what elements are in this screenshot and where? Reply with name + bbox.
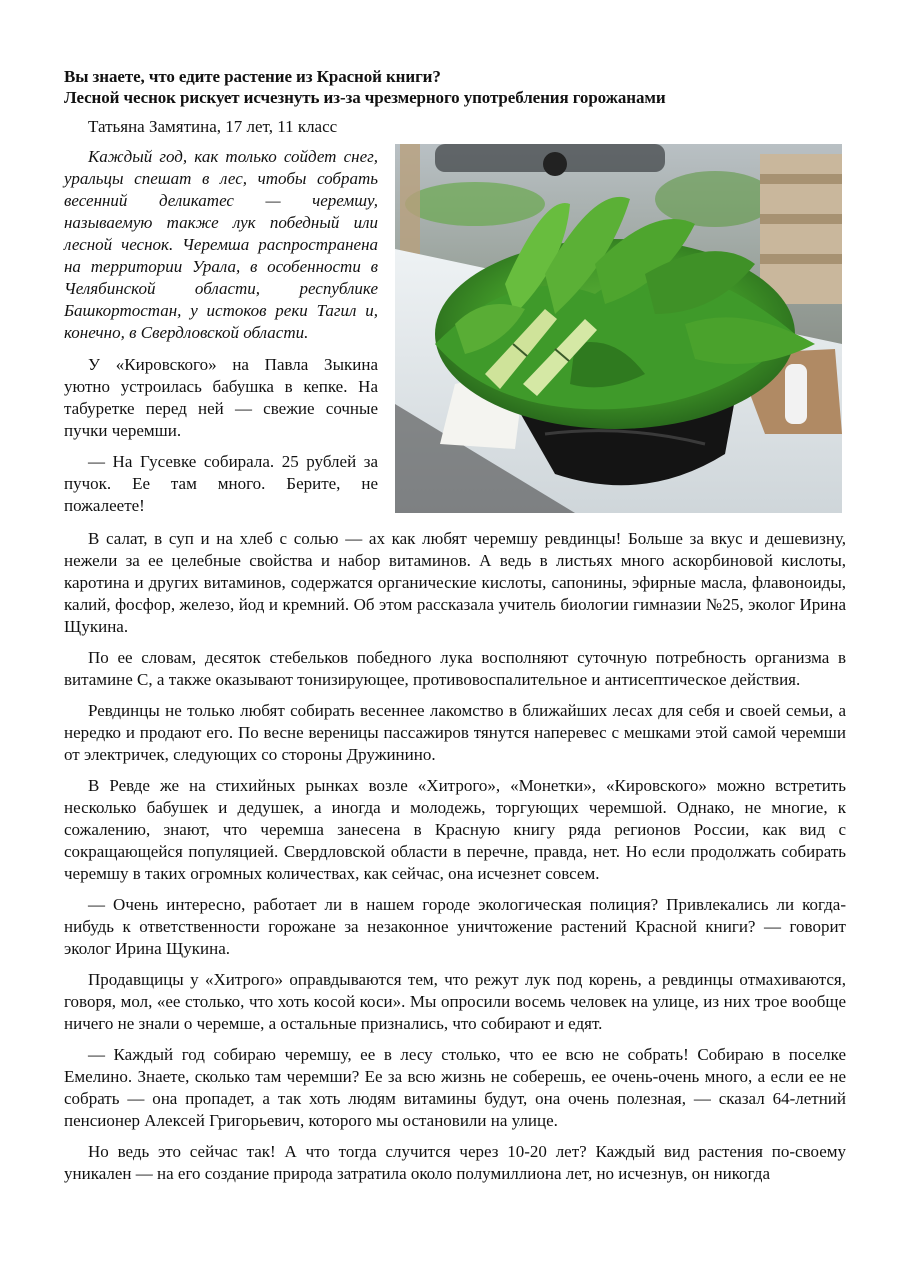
paragraph: У «Кировского» на Павла Зыкина уютно устроилась бабушка в кепке. На табуретке перед ней — свежие сочные пучки черемши. xyxy=(64,355,378,440)
article-body xyxy=(64,528,846,1194)
quote-paragraph: — Очень интересно, работает ли в нашем городе экологическая полиция? Привлекались ли когда-нибудь к ответственности горожане за незаконное уничтожение растений Красной книги? — говорит эколог Ирина Щукина. xyxy=(64,895,846,958)
paragraph: В салат, в суп и на хлеб с солью — ах как любят черемшу ревдинцы! Больше за вкус и дешевизну, нежели за ее целебные свойства и набор витаминов. А ведь в листьях много аскорбиновой кислоты, каротина и других витаминов, содержатся органические кислоты, сапонины, эфирные масла, флавоноиды, калий, фосфор, железо, йод и кремний. Об этом рассказала учитель биологии гимназии №25, эколог Ирина Щукина. xyxy=(64,529,846,636)
headline-line-1: Вы знаете, что едите растение из Красной книги? xyxy=(64,67,441,86)
paragraph: Продавщицы у «Хитрого» оправдываются тем, что режут лук под корень, а ревдинцы отмахиваются, говоря, мол, «ее столько, что хоть косой коси». Мы опросили восемь человек на улице, из них трое вообще ничего не знали о черемше, а остальные признались, что собирают и едят. xyxy=(64,970,846,1033)
ramson-photo-illustration xyxy=(395,144,842,513)
quote-paragraph: — Каждый год собираю черемшу, ее в лесу столько, что ее всю не собрать! Собираю в поселке Емелино. Знаете, сколько там черемши? Ее за всю жизнь не соберешь, ее очень-очень много, а если ее не собрать — она пропадет, а так хоть людям витамины будут, она очень полезная, — сказал 64-летний пенсионер Алексей Григорьевич, которого мы остановили на улице. xyxy=(64,1045,846,1130)
headline-line-2: Лесной чеснок рискует исчезнуть из-за чрезмерного употребления горожанами xyxy=(64,88,666,107)
ramson-photo xyxy=(395,144,842,513)
paragraph: Ревдинцы не только любят собирать весеннее лакомство в ближайших лесах для себя и своей семьи, а нередко и продают его. По весне вереницы пассажиров тянутся наперевес с мешками этой самой черемши от электричек, следующих со стороны Дружинино. xyxy=(64,701,846,764)
paragraph: По ее словам, десяток стебельков победного лука восполняют суточную потребность организма в витамине С, а также оказывают тонизирующее, противовоспалительное и антисептическое действия. xyxy=(64,648,846,689)
lead-block xyxy=(64,144,846,548)
lead-column xyxy=(64,146,378,526)
paragraph: В Ревде же на стихийных рынках возле «Хитрого», «Монетки», «Кировского» можно встретить несколько бабушек и дедушек, а иногда и молодежь, торгующих черемшой. Однако, не многие, к сожалению, знают, что черемша занесена в Красную книгу ряда регионов России, как вид с сокращающейся популяцией. Свердловской области в перечне, правда, нет. Но если продолжать собирать черемшу в таких огромных количествах, как сейчас, она исчезнет совсем. xyxy=(64,776,846,883)
lead-paragraph: Каждый год, как только сойдет снег, уральцы спешат в лес, чтобы собрать весенний деликатес — черемшу, называемую также лук победный или лесной чеснок. Черемша распространена на территории Урала, в особенности в Челябинской области, республике Башкортостан, у истоков реки Тагил и, конечно, в Свердловской области. xyxy=(64,147,378,342)
paragraph: Но ведь это сейчас так! А что тогда случится через 10-20 лет? Каждый вид растения по-своему уникален — на его создание природа затратила около полумиллиона лет, но исчезнув, он никогда xyxy=(64,1142,846,1183)
headline xyxy=(64,66,846,108)
paragraph: — На Гусевке собирала. 25 рублей за пучок. Ее там много. Берите, не пожалеете! xyxy=(64,452,378,515)
byline: Татьяна Замятина, 17 лет, 11 класс xyxy=(88,117,338,136)
article-page xyxy=(64,66,846,1183)
